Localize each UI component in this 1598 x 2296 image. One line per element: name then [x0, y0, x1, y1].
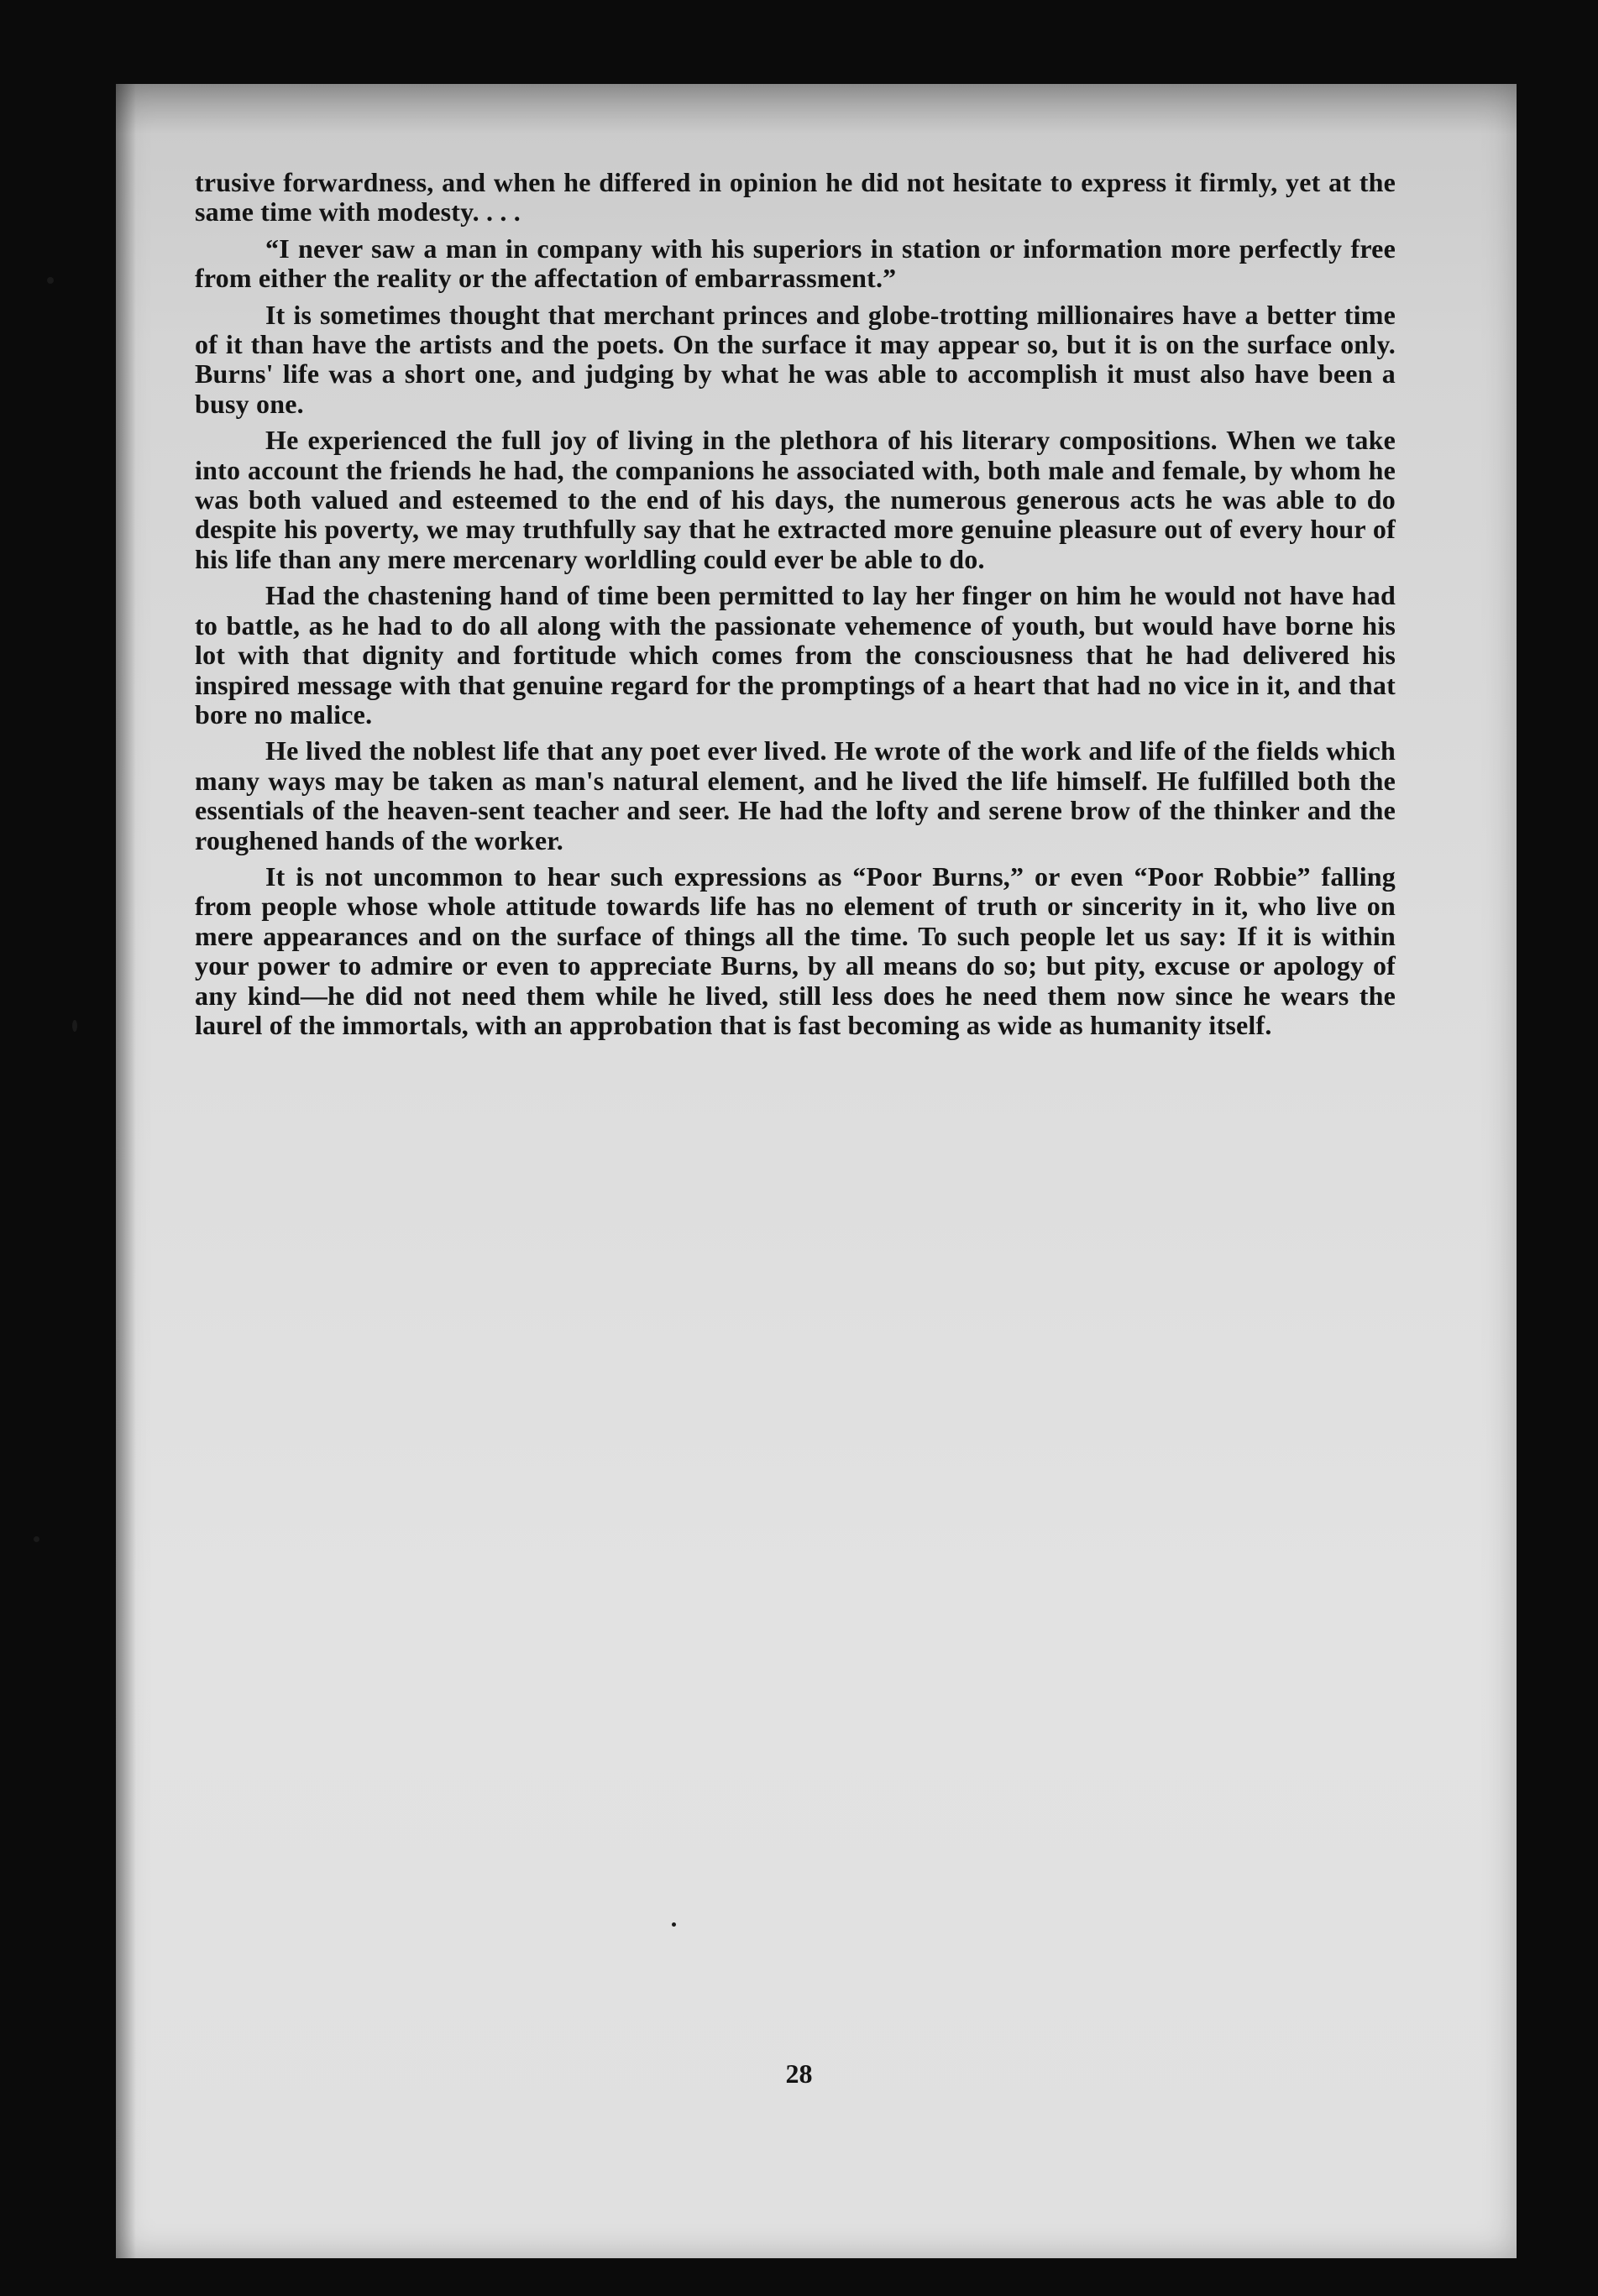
paragraph-5: Had the chastening hand of time been permitted to lay her finger on him he would not have had to battle, as he had to do all along with the passionate vehemence of youth, but would have borne his lot with that dignity and fortitude which comes from the consciousness that he had delivered his inspired message with that genuine regard for the promptings of a heart that had no vice in it, and that bore no malice. — [195, 580, 1396, 730]
page-top-shadow — [116, 84, 1517, 134]
paragraph-3: It is sometimes thought that merchant princes and globe-trotting millionaires have a better time of it than have the artists and the poets. On the surface it may appear so, but it is on the surface only. Burns' life was a short one, and judging by what he was able to accomplish it must also have been a busy one. — [195, 299, 1396, 419]
page-number: 28 — [785, 2058, 813, 2089]
scan-speck — [34, 1536, 39, 1542]
body-text — [195, 168, 1396, 1047]
page-edge-shadow — [116, 84, 136, 2258]
paragraph-4: He experienced the full joy of living in the plethora of his literary compositions. When we take into account the friends he had, the companions he associated with, both male and female, by whom he was both valued and esteemed to the end of his days, the numerous generous acts he was able to do despite his poverty, we may truthfully say that he extracted more genuine pleasure out of every hour of his life than any mere mercenary worldling could ever be able to do. — [195, 425, 1396, 574]
scan-speck — [672, 1922, 676, 1927]
paragraph-7: It is not uncommon to hear such expressions as “Poor Burns,” or even “Poor Robbie” falling from people whose whole attitude towards life has no element of truth or sincerity in it, who live on mere appearances and on the surface of things all the time. To such people let us say: If it is within your power to admire or even to appreciate Burns, by all means do so; but pity, excuse or apology of any kind—he did not need them while he lived, still less does he need them now since he wears the laurel of the immortals, with an approbation that is fast becoming as wide as humanity itself. — [195, 860, 1396, 1040]
paragraph-6: He lived the noblest life that any poet ever lived. He wrote of the work and life of the fields which many ways may be taken as man's natural element, and he lived the life himself. He fulfilled both the essentials of the heaven-sent teacher and seer. He had the lofty and serene brow of the thinker and the roughened hands of the worker. — [195, 735, 1396, 855]
scan-speck — [47, 277, 54, 284]
paragraph-1: trusive forwardness, and when he differed in opinion he did not hesitate to express it firmly, yet at the same time with modesty. . . . — [195, 167, 1396, 228]
paragraph-2: “I never saw a man in company with his superiors in station or information more perfectly free from either the reality or the affectation of embarrassment.” — [195, 233, 1396, 294]
scan-speck — [72, 1020, 77, 1032]
